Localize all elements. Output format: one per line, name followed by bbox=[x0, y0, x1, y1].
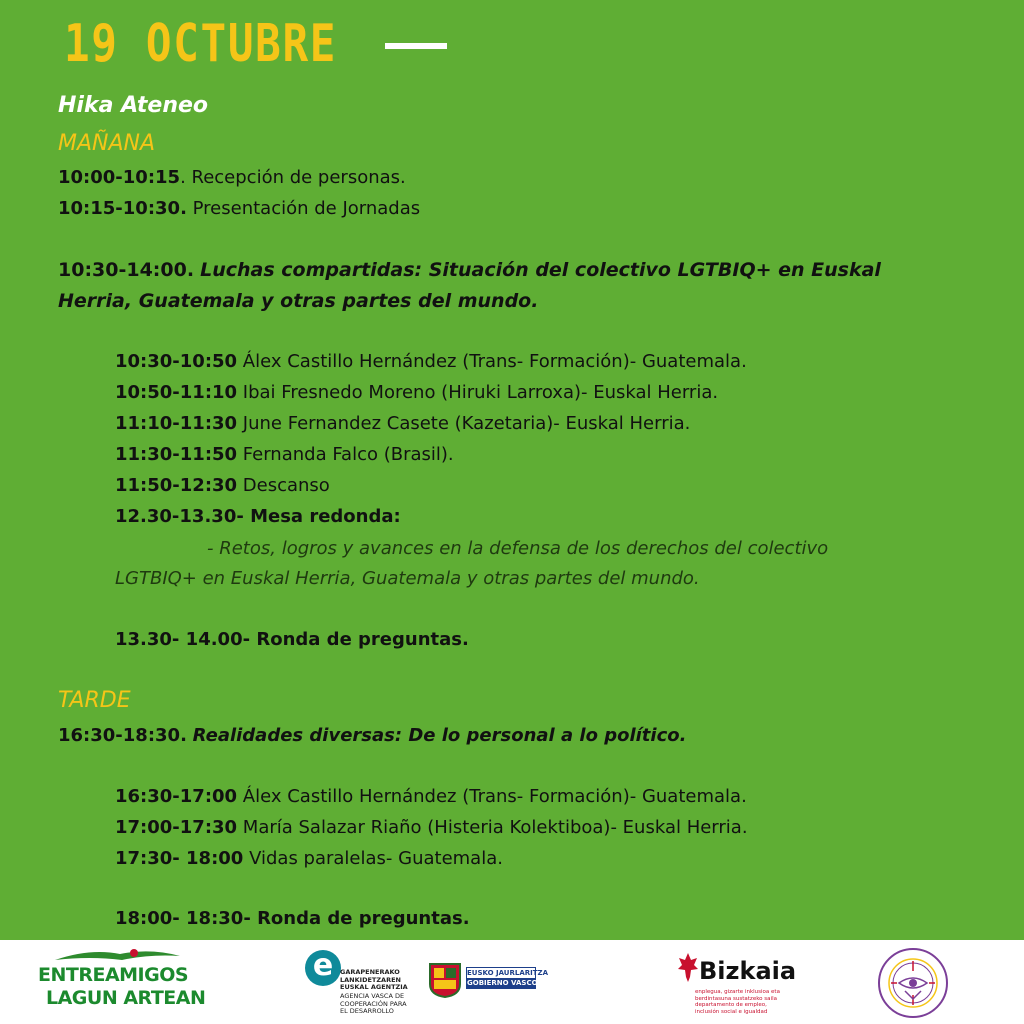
presentation-text: Presentación de Jornadas bbox=[186, 198, 421, 219]
agencia-line: COOPERACIÓN PARA bbox=[340, 999, 407, 1008]
talk-row bbox=[115, 785, 747, 809]
talk-time: 11:30-11:50 bbox=[115, 444, 238, 465]
morning-block-title-1: Luchas compartidas: Situación del colectivo LGTBIQ+ en Euskal bbox=[200, 259, 881, 281]
talk-time: 10:50-11:10 bbox=[115, 382, 238, 403]
presentation-time: 10:15-10:30. bbox=[58, 198, 187, 219]
talk-text: Descanso bbox=[237, 475, 330, 496]
entreamigos-line2: LAGUN ARTEAN bbox=[46, 987, 206, 1009]
talk-time: 11:10-11:30 bbox=[115, 413, 238, 434]
entreamigos-bird-icon bbox=[50, 946, 185, 966]
talk-text: June Fernandez Casete (Kazetaria)- Euskal Herria. bbox=[237, 413, 691, 434]
bizkaia-department bbox=[695, 989, 780, 1015]
bizkaia-line: berdintasuna sustatzeko saila bbox=[695, 995, 777, 1002]
bizkaia-leaf-icon bbox=[677, 952, 699, 984]
morning-questions: 13.30- 14.00- Ronda de preguntas. bbox=[115, 629, 469, 650]
talk-row bbox=[115, 816, 748, 840]
talk-time: 17:00-17:30 bbox=[115, 817, 238, 838]
roundtable-line2: LGTBIQ+ en Euskal Herria, Guatemala y otras partes del mundo. bbox=[115, 568, 700, 589]
afternoon-block-line bbox=[58, 724, 686, 748]
morning-block-time: 10:30-14:00. bbox=[58, 259, 195, 281]
gobierno-vasco-label bbox=[466, 967, 549, 989]
reception-line bbox=[58, 166, 406, 190]
agencia-line: GARAPENERAKO bbox=[340, 968, 400, 976]
bizkaia-name: Bizkaia bbox=[699, 957, 797, 985]
talk-text: Álex Castillo Hernández (Trans- Formación)- Guatemala. bbox=[237, 351, 747, 372]
talk-row bbox=[115, 350, 747, 374]
bizkaia-line: inclusión social e igualdad bbox=[695, 1008, 768, 1015]
talk-time: 16:30-17:00 bbox=[115, 786, 238, 807]
talk-text: Fernanda Falco (Brasil). bbox=[237, 444, 454, 465]
agencia-line: LANKIDETZAREN bbox=[340, 975, 401, 984]
talk-text: Vidas paralelas- Guatemala. bbox=[243, 848, 503, 869]
talk-row bbox=[115, 847, 503, 871]
morning-block-line2 bbox=[58, 288, 538, 314]
gobierno-line-basque: EUSKO JAURLARITZA bbox=[467, 969, 549, 977]
entreamigos-line1: ENTREAMIGOS bbox=[38, 964, 189, 986]
talk-text: Álex Castillo Hernández (Trans- Formación)- Guatemala. bbox=[237, 786, 747, 807]
agencia-spanish-text bbox=[340, 993, 407, 1016]
afternoon-block-time: 16:30-18:30. bbox=[58, 725, 187, 746]
agencia-basque-text bbox=[340, 969, 408, 992]
afternoon-block-title: Realidades diversas: De lo personal a lo político. bbox=[192, 725, 687, 746]
afternoon-questions: 18:00- 18:30- Ronda de preguntas. bbox=[115, 908, 470, 929]
gobierno-vasco-shield-icon bbox=[428, 962, 462, 998]
talk-time: 10:30-10:50 bbox=[115, 351, 238, 372]
talk-row bbox=[115, 412, 690, 436]
reception-time: 10:00-10:15 bbox=[58, 167, 181, 188]
talk-row bbox=[115, 474, 330, 498]
title-dash bbox=[385, 43, 447, 49]
morning-block-line1 bbox=[58, 257, 881, 283]
talk-row bbox=[115, 381, 718, 405]
morning-label: MAÑANA bbox=[58, 131, 156, 156]
agencia-line: EL DESARROLLO bbox=[340, 1007, 394, 1015]
roundtable-heading: 12.30-13.30- Mesa redonda: bbox=[115, 506, 401, 527]
talk-time: 11:50-12:30 bbox=[115, 475, 238, 496]
agencia-logo-letter: e bbox=[305, 950, 341, 986]
talk-text: María Salazar Riaño (Histeria Kolektiboa)- Euskal Herria. bbox=[237, 817, 748, 838]
bizkaia-line: departamento de empleo, bbox=[695, 1002, 767, 1008]
gobierno-line-spanish: GOBIERNO VASCO bbox=[467, 979, 538, 987]
talk-text: Ibai Fresnedo Moreno (Hiruki Larroxa)- Euskal Herria. bbox=[237, 382, 719, 403]
venue-name: Hika Ateneo bbox=[58, 93, 209, 118]
date-title: 19 OCTUBRE bbox=[64, 14, 338, 74]
talk-time: 17:30- 18:00 bbox=[115, 848, 244, 869]
agencia-line: AGENCIA VASCA DE bbox=[340, 992, 405, 1000]
bizkaia-line: enplegua, gizarte inklusioa eta bbox=[695, 989, 780, 995]
morning-block-title-2: Herria, Guatemala y otras partes del mundo. bbox=[58, 290, 539, 312]
association-seal-icon bbox=[877, 947, 949, 1019]
reception-text: . Recepción de personas. bbox=[180, 167, 406, 188]
agencia-line: EUSKAL AGENTZIA bbox=[340, 983, 408, 991]
roundtable-line1: - Retos, logros y avances en la defensa de los derechos del colectivo bbox=[207, 538, 829, 559]
afternoon-label: TARDE bbox=[58, 688, 131, 713]
talk-row bbox=[115, 443, 454, 467]
presentation-line bbox=[58, 197, 420, 221]
